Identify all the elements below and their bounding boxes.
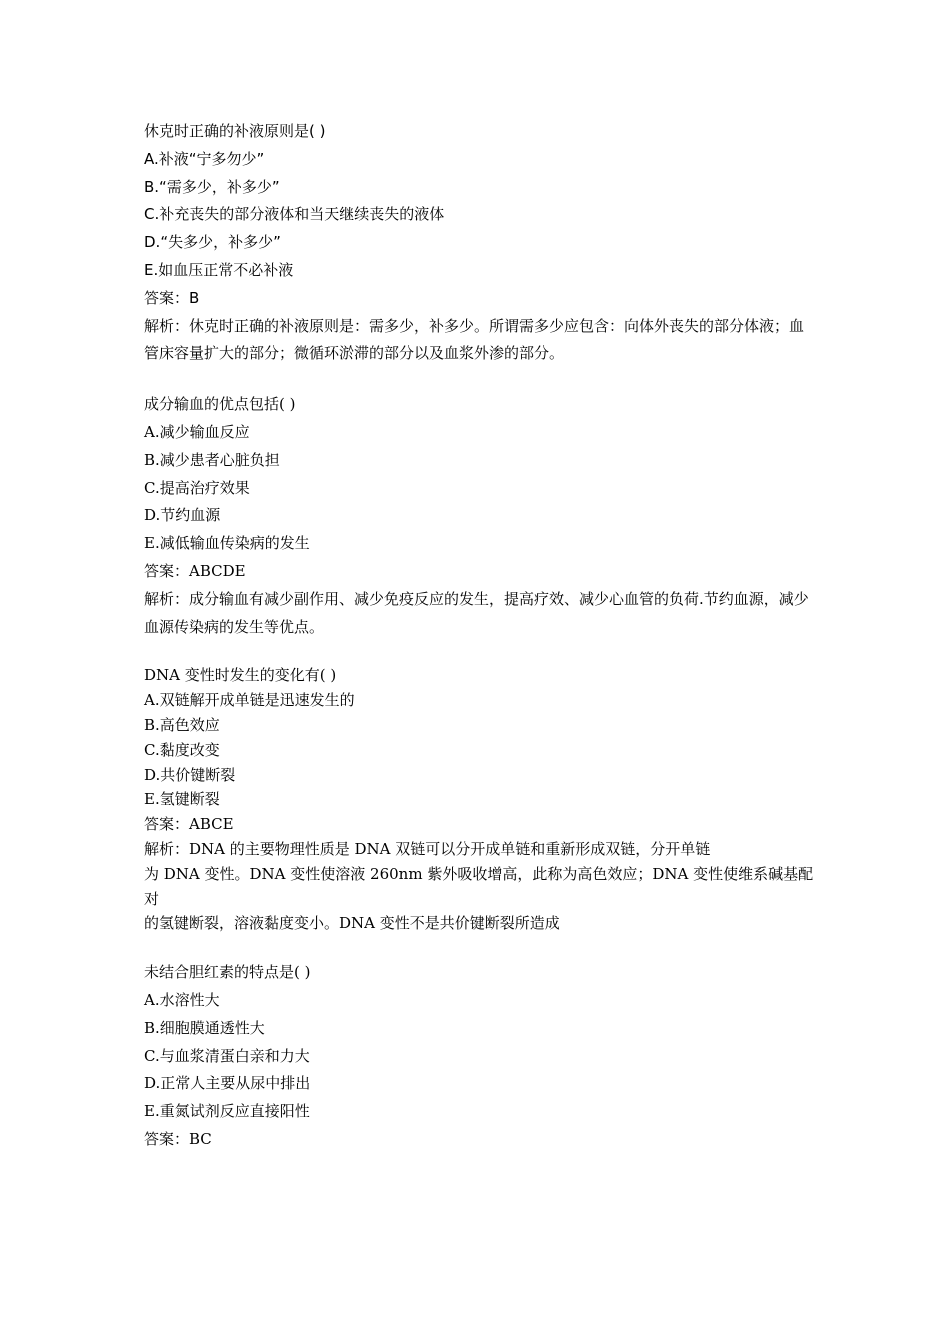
answer: 答案：BC <box>144 1129 212 1148</box>
answer: 答案：B <box>144 288 200 307</box>
option-c: C.补充丧失的部分液体和当天继续丧失的液体 <box>144 205 445 224</box>
option-c: C.提高治疗效果 <box>144 478 250 497</box>
explanation: 解析：休克时正确的补液原则是：需多少，补多少。所谓需多少应包含：向体外丧失的部分体液；血管床容量扩大的部分；微循环淤滞的部分以及血浆外渗的部分。 <box>144 316 805 363</box>
option-e: E.如血压正常不必补液 <box>144 260 294 279</box>
option-a: A.水溶性大 <box>144 990 220 1009</box>
option-b: B.“需多少，补多少” <box>144 177 280 196</box>
explanation-line-3: 的氢键断裂，溶液黏度变小。DNA 变性不是共价键断裂所造成 <box>144 914 560 933</box>
option-b: B.高色效应 <box>144 715 220 734</box>
spacer <box>144 641 814 663</box>
option-d: D.正常人主要从尿中排出 <box>144 1074 311 1093</box>
option-a: A.补液“宁多勿少” <box>144 149 265 168</box>
option-b: B.细胞膜通透性大 <box>144 1018 265 1037</box>
option-d: D.共价键断裂 <box>144 765 236 784</box>
answer: 答案：ABCDE <box>144 561 246 580</box>
explanation-line-1: 解析：DNA 的主要物理性质是 DNA 双链可以分开成单链和重新形成双链，分开单链 <box>144 839 711 858</box>
question-stem: 成分输血的优点包括( ) <box>144 395 296 414</box>
spacer <box>144 368 814 391</box>
question-stem: 休克时正确的补液原则是( ) <box>144 122 326 140</box>
answer: 答案：ABCE <box>144 815 234 834</box>
question-3 <box>144 663 814 936</box>
option-a: A.减少输血反应 <box>144 422 250 441</box>
option-e: E.重氮试剂反应直接阳性 <box>144 1102 310 1121</box>
option-e: E.减低输血传染病的发生 <box>144 534 310 553</box>
question-stem: 未结合胆红素的特点是( ) <box>144 963 311 982</box>
option-d: D.节约血源 <box>144 506 221 525</box>
option-c: C.黏度改变 <box>144 740 220 759</box>
option-c: C.与血浆清蛋白亲和力大 <box>144 1046 310 1065</box>
option-d: D.“失多少，补多少” <box>144 233 281 252</box>
question-4 <box>144 959 814 1154</box>
explanation-line-2: 为 DNA 变性。DNA 变性使溶液 260nm 紫外吸收增高，此称为高色效应；DNA 变性使维系碱基配对 <box>144 864 814 908</box>
question-stem: DNA 变性时发生的变化有( ) <box>144 666 337 685</box>
option-e: E.氢键断裂 <box>144 790 220 809</box>
explanation: 解析：成分输血有减少副作用、减少免疫反应的发生，提高疗效、减少心血管的负荷.节约血源，减少血源传染病的发生等优点。 <box>144 589 809 636</box>
spacer <box>144 936 814 959</box>
document-page <box>144 118 814 1154</box>
option-b: B.减少患者心脏负担 <box>144 450 280 469</box>
option-a: A.双链解开成单链是迅速发生的 <box>144 691 355 710</box>
question-1 <box>144 118 814 368</box>
question-2 <box>144 391 814 641</box>
